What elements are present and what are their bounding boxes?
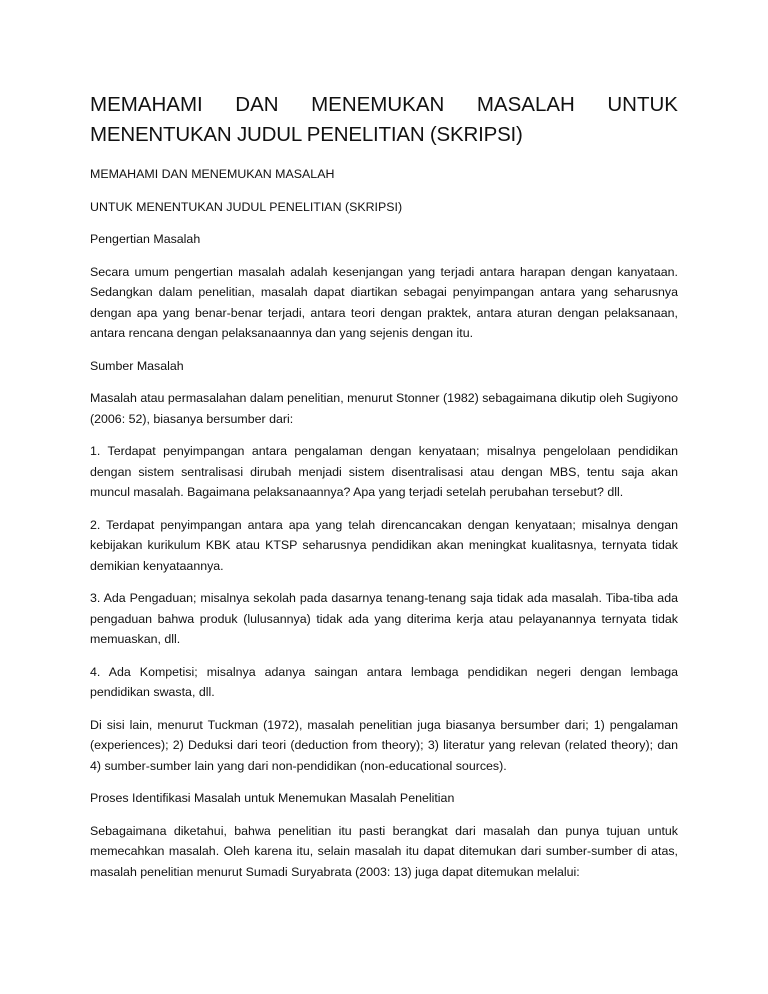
subtitle-1: MEMAHAMI DAN MENEMUKAN MASALAH xyxy=(90,167,335,181)
title-line-1 xyxy=(90,90,678,120)
title-word: UNTUK xyxy=(607,93,678,116)
paragraph-sumber: Masalah atau permasalahan dalam penelitian, menurut Stonner (1982) sebagaimana dikutip oleh Sugiyono (2006: 52), biasanya bersumber dari: xyxy=(90,391,678,426)
title-word: MENEMUKAN xyxy=(311,93,445,116)
list-item-3: 3. Ada Pengaduan; misalnya sekolah pada dasarnya tenang-tenang saja tidak ada masalah. Tiba-tiba ada pengaduan bahwa produk (lulusannya) tidak ada yang diterima kerja atau pelayanannya ternyata tidak memuaskan, dll. xyxy=(90,591,678,646)
title-word: MEMAHAMI xyxy=(90,93,203,116)
title-word: DAN xyxy=(235,93,279,116)
subtitle-2: UNTUK MENENTUKAN JUDUL PENELITIAN (SKRIPSI) xyxy=(90,199,403,214)
paragraph-tuckman: Di sisi lain, menurut Tuckman (1972), masalah penelitian juga biasanya bersumber dari; 1) pengalaman (experiences); 2) Deduksi dari teori (deduction from theory); 3) literatur yang relevan (related theory); dan 4) sumber-sumber lain yang dari non-pendidikan (non-educational sources). xyxy=(90,717,678,773)
heading-sumber-masalah: Sumber Masalah xyxy=(90,358,184,373)
document-page xyxy=(90,90,678,894)
document-title xyxy=(90,90,678,150)
list-item-1: 1. Terdapat penyimpangan antara pengalaman dengan kenyataan; misalnya pengelolaan pendidikan dengan sistem sentralisasi dirubah menjadi sistem disentralisasi atau dengan MBS, tentu saja akan muncul masalah. Bagaimana pelaksanaannya? Apa yang terjadi setelah perubahan tersebut? dll. xyxy=(90,444,678,499)
title-word: MASALAH xyxy=(476,93,575,116)
list-item-4: 4. Ada Kompetisi; misalnya adanya saingan antara lembaga pendidikan negeri dengan lembaga pendidikan swasta, dll. xyxy=(90,664,678,699)
list-item-2: 2. Terdapat penyimpangan antara apa yang telah direncancakan dengan kenyataan; misalnya dengan kebijakan kurikulum KBK atau KTSP seharusnya pendidikan akan meningkat kualitasnya, ternyata tidak demikian kenyataannya. xyxy=(90,517,678,573)
title-line-2: MENENTUKAN JUDUL PENELITIAN (SKRIPSI) xyxy=(90,123,523,146)
paragraph-pengertian: Secara umum pengertian masalah adalah kesenjangan yang terjadi antara harapan dengan kanyataan. Sedangkan dalam penelitian, masalah dapat diartikan sebagai penyimpangan antara yang seharusnya dengan apa yang benar-benar terjadi, antara teori dengan praktek, antara aturan dengan pelaksanaan, antara rencana dengan pelaksanaannya dan yang sejenis dengan itu. xyxy=(90,264,678,340)
heading-pengertian-masalah: Pengertian Masalah xyxy=(90,232,201,246)
paragraph-proses: Sebagaimana diketahui, bahwa penelitian itu pasti berangkat dari masalah dan punya tujuan untuk memecahkan masalah. Oleh karena itu, selain masalah itu dapat ditemukan dari sumber-sumber di atas, masalah penelitian menurut Sumadi Suryabrata (2003: 13) juga dapat ditemukan melalui: xyxy=(90,823,678,879)
heading-proses-identifikasi: Proses Identifikasi Masalah untuk Menemukan Masalah Penelitian xyxy=(90,791,455,805)
